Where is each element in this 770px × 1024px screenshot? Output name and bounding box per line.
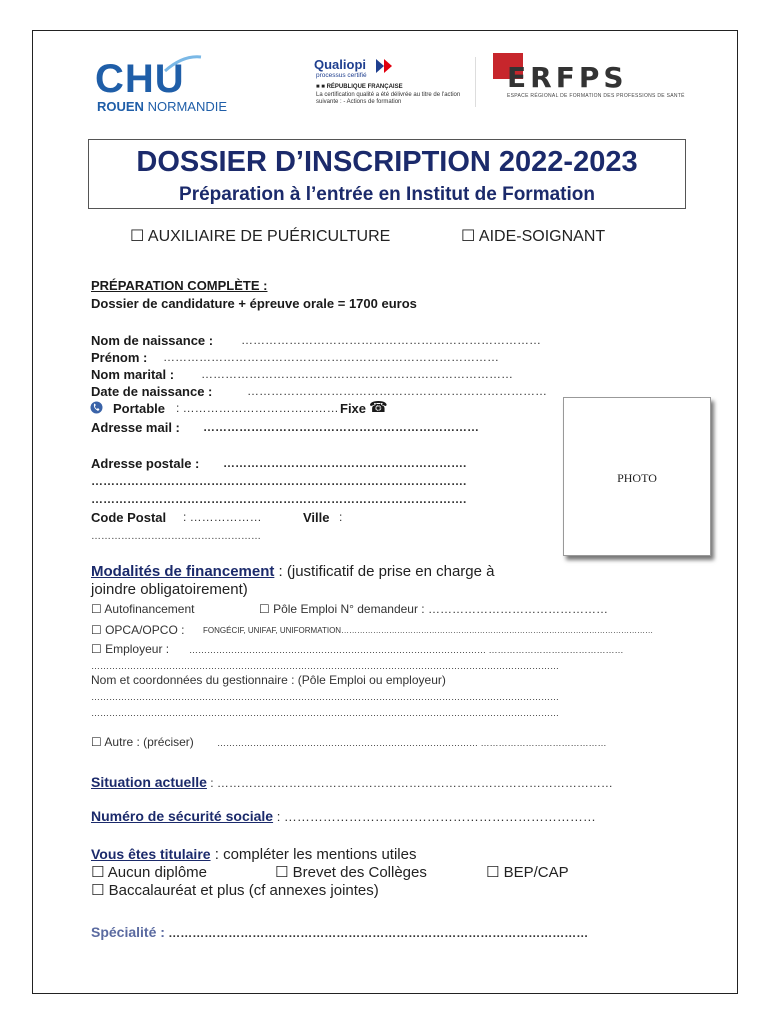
financement-heading-line bbox=[91, 563, 494, 580]
employeur-field-line2[interactable]: ………………………………………………………………………………………………………………………………………… bbox=[91, 661, 559, 671]
adresse-postale-line2[interactable]: …………………………………………………………………………………. bbox=[91, 474, 467, 488]
specialite-field[interactable]: …………………………………………………………………………………………… bbox=[164, 926, 589, 940]
date-naissance-field[interactable]: ………………………………………………………………… bbox=[247, 384, 547, 398]
gestionnaire-line1[interactable]: ………………………………………………………………………………………………………………………………………… bbox=[91, 692, 559, 702]
financement-note-line2: joindre obligatoirement) bbox=[91, 581, 248, 598]
form-page bbox=[32, 30, 738, 994]
employeur-field[interactable]: ……………………………………………………………………………………… ……………………………………… bbox=[189, 645, 624, 655]
photo-box[interactable] bbox=[563, 397, 711, 556]
nom-marital-field[interactable]: …………………………………………………………………… bbox=[201, 367, 513, 381]
titulaire-label: Vous êtes titulaire bbox=[91, 846, 211, 862]
logo-divider bbox=[475, 57, 476, 107]
title-box bbox=[88, 139, 686, 209]
mail-field[interactable]: …………………………………………………………… bbox=[203, 420, 479, 434]
specialite-label: Spécialité : bbox=[91, 924, 165, 940]
erfps-logo bbox=[493, 53, 685, 101]
ville-label: Ville bbox=[303, 510, 330, 525]
nom-marital-label: Nom marital : bbox=[91, 367, 175, 382]
mobile-phone-icon bbox=[90, 401, 103, 414]
checkbox-aide-soignant[interactable]: ☐ AIDE-SOIGNANT bbox=[461, 228, 606, 245]
portable-label: Portable bbox=[113, 401, 166, 416]
prenom-field[interactable]: ………………………………………………………………………… bbox=[163, 350, 499, 364]
photo-label: PHOTO bbox=[617, 471, 657, 485]
fixe-label: Fixe bbox=[340, 401, 367, 416]
situation-line bbox=[91, 774, 613, 790]
secu-label: Numéro de sécurité sociale bbox=[91, 808, 274, 824]
portable-field[interactable]: : ………………………………… bbox=[176, 401, 339, 415]
financement-heading: Modalités de financement bbox=[91, 563, 275, 580]
chu-logo bbox=[95, 57, 228, 119]
gestionnaire-line2[interactable]: ………………………………………………………………………………………………………………………………………… bbox=[91, 708, 559, 718]
preparation-detail: Dossier de candidature + épreuve orale = 1700 euros bbox=[91, 296, 417, 311]
qualiopi-arrow-icon bbox=[376, 59, 394, 73]
adresse-postale-label: Adresse postale : bbox=[91, 456, 200, 471]
erfps-logo-subtitle: ESPACE RÉGIONAL DE FORMATION DES PROFESSIONS DE SANTÉ bbox=[507, 93, 685, 99]
republique-francaise: ■ ■ RÉPUBLIQUE FRANÇAISE bbox=[316, 84, 403, 90]
qualiopi-name: Qualiopi bbox=[314, 57, 366, 72]
chu-logo-text: CHU bbox=[95, 57, 185, 101]
situation-field[interactable]: : ……………………………………………………………………………………… bbox=[206, 776, 613, 790]
checkbox-autofinancement[interactable]: ☐ Autofinancement bbox=[91, 602, 195, 616]
page-title: DOSSIER D’INSCRIPTION 2022-2023 bbox=[136, 146, 638, 178]
prenom-label: Prénom : bbox=[91, 350, 148, 365]
checkbox-brevet[interactable]: ☐ Brevet des Collèges bbox=[275, 864, 427, 881]
secu-line bbox=[91, 808, 596, 824]
mail-label: Adresse mail : bbox=[91, 420, 180, 435]
ville-colon: : bbox=[339, 510, 343, 524]
checkbox-autre[interactable]: ☐ Autre : (préciser) bbox=[91, 735, 194, 749]
checkbox-employeur[interactable]: ☐ Employeur : bbox=[91, 642, 170, 656]
titulaire-note: : compléter les mentions utiles bbox=[210, 846, 417, 863]
adresse-postale-line3[interactable]: …………………………………………………………………………………. bbox=[91, 492, 467, 506]
date-naissance-label: Date de naissance : bbox=[91, 384, 213, 399]
chu-logo-subtitle: ROUEN NORMANDIE bbox=[97, 99, 228, 114]
nom-naissance-label: Nom de naissance : bbox=[91, 333, 214, 348]
situation-label: Situation actuelle bbox=[91, 774, 207, 790]
checkbox-opca[interactable]: ☐ OPCA/OPCO : bbox=[91, 623, 185, 637]
specialite-line bbox=[91, 924, 588, 942]
titulaire-line bbox=[91, 846, 416, 863]
checkbox-bep-cap[interactable]: ☐ BEP/CAP bbox=[486, 864, 569, 881]
checkbox-auxiliaire-puericulture[interactable]: ☐ AUXILIAIRE DE PUÉRICULTURE bbox=[130, 228, 391, 245]
ville-field[interactable]: …………………………………………… bbox=[91, 531, 261, 542]
secu-field[interactable]: : ……………………………………………………………… bbox=[273, 809, 596, 824]
chu-swoosh-icon bbox=[163, 53, 203, 75]
autre-field[interactable]: …………………………………………………………………………… …………………………………… bbox=[217, 738, 607, 748]
page-subtitle: Préparation à l’entrée en Institut de Formation bbox=[179, 184, 595, 205]
erfps-logo-text: ERFPS bbox=[507, 61, 628, 94]
nom-naissance-field[interactable]: ………………………………………………………………… bbox=[241, 333, 541, 347]
code-postal-label: Code Postal bbox=[91, 510, 167, 525]
gestionnaire-label: Nom et coordonnées du gestionnaire : (Pôle Emploi ou employeur) bbox=[91, 673, 446, 687]
opca-organisations: FONGÉCIF, UNIFAF, UNIFORMATION……………………………………………………………………………………………………… bbox=[203, 626, 654, 635]
code-postal-field[interactable]: : ……………… bbox=[183, 510, 262, 524]
checkbox-aucun-diplome[interactable]: ☐ Aucun diplôme bbox=[91, 864, 208, 881]
qualiopi-subtitle: processus certifié bbox=[316, 72, 367, 79]
adresse-postale-field[interactable]: ……………………………………………………. bbox=[223, 456, 467, 470]
qualiopi-certification-text: La certification qualité a été délivrée au titre de l'action suivante : - Actions de formation bbox=[316, 92, 461, 105]
qualiopi-logo bbox=[314, 57, 484, 127]
preparation-heading: PRÉPARATION COMPLÈTE : bbox=[91, 278, 268, 293]
checkbox-baccalaureat[interactable]: ☐ Baccalauréat et plus (cf annexes jointes) bbox=[91, 882, 379, 899]
landline-phone-icon: ☎ bbox=[369, 399, 388, 416]
financement-note: : (justificatif de prise en charge à bbox=[274, 563, 495, 580]
checkbox-pole-emploi[interactable]: ☐ Pôle Emploi N° demandeur : ……………………………………… bbox=[259, 602, 608, 616]
